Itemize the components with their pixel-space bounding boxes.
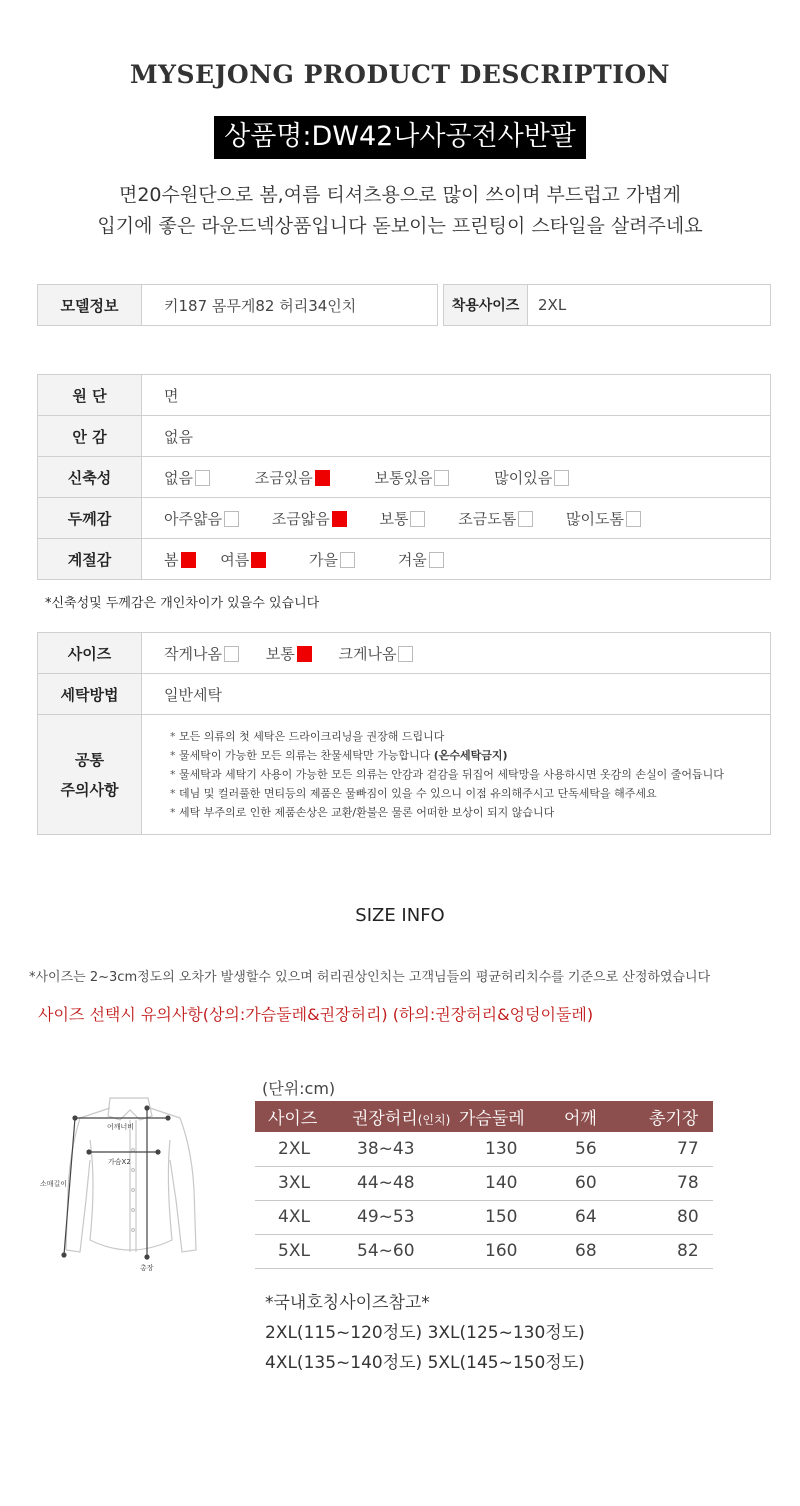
checkbox-checked-icon <box>251 552 266 568</box>
model-info-table <box>37 284 771 326</box>
checkbox-icon <box>518 511 533 527</box>
size-fit-label: 사이즈 <box>38 633 142 674</box>
option-label: 겨울 <box>397 550 427 569</box>
cell-waist: 54~60 <box>339 1234 457 1268</box>
stretch-options <box>142 457 771 498</box>
option-label: 조금있음 <box>254 468 313 487</box>
diagram-length-label: 총장 <box>140 1264 154 1272</box>
checkbox-checked-icon <box>315 470 330 486</box>
intro-line-2: 입기에 좋은 라운드넥상품입니다 돋보이는 프린팅이 스타일을 살려주네요 <box>97 215 703 237</box>
diagram-shoulder-label: 어깨너비 <box>107 1123 135 1131</box>
checkbox-icon <box>410 511 425 527</box>
thickness-options <box>142 498 771 539</box>
domestic-line-2: 4XL(135~140정도) 5XL(145~150정도) <box>265 1353 585 1373</box>
table-header-row <box>255 1101 713 1132</box>
diagram-sleeve-label: 소매길이 <box>40 1180 68 1188</box>
size-caution: 사이즈 선택시 유의사항(상의:가슴둘레&권장허리) (하의:권장허리&엉덩이둘레) <box>38 1005 594 1024</box>
checkbox-icon <box>224 646 239 662</box>
option-label: 봄 <box>164 550 179 569</box>
thickness-label: 두께감 <box>38 498 142 539</box>
option-label: 작게나옴 <box>164 644 222 663</box>
row-fabric <box>38 375 771 416</box>
care-label-line-2: 주의사항 <box>60 780 119 799</box>
col-size: 사이즈 <box>255 1101 339 1132</box>
season-label: 계절감 <box>38 539 142 580</box>
option-label: 많이도톰 <box>566 509 624 528</box>
table-row <box>255 1132 713 1166</box>
row-wash <box>38 674 771 715</box>
fit-care-table <box>37 632 771 835</box>
cell-shoulder: 68 <box>551 1234 631 1268</box>
option-label: 보통있음 <box>374 468 433 487</box>
care-item: * 데님 및 컬러풀한 면티등의 제품은 물빠짐이 있을 수 있으니 이점 유의해주시고 단독세탁을 해주세요 <box>170 784 770 803</box>
cell-size: 3XL <box>255 1166 339 1200</box>
care-item: * 세탁 부주의로 인한 제품손상은 교환/환불은 물론 어떠한 보상이 되지 않습니다 <box>170 803 770 822</box>
checkbox-icon <box>195 470 210 486</box>
product-intro <box>0 180 800 242</box>
care-label <box>38 715 142 835</box>
size-measurement-table <box>255 1101 713 1269</box>
stretch-label: 신축성 <box>38 457 142 498</box>
cell-length: 82 <box>631 1234 713 1268</box>
shirt-measurement-diagram-icon <box>40 1090 240 1275</box>
page-title: MYSEJONG PRODUCT DESCRIPTION <box>129 60 671 89</box>
season-options <box>142 539 771 580</box>
col-chest: 가슴둘레 <box>457 1101 551 1132</box>
wash-value: 일반세탁 <box>142 674 771 715</box>
cell-waist: 49~53 <box>339 1200 457 1234</box>
size-fit-options <box>142 633 771 674</box>
cell-waist: 44~48 <box>339 1166 457 1200</box>
checkbox-icon <box>429 552 444 568</box>
domestic-title: *국내호칭사이즈참고* <box>265 1293 430 1313</box>
cell-chest: 150 <box>457 1200 551 1234</box>
cell-waist: 38~43 <box>339 1132 457 1166</box>
checkbox-icon <box>224 511 239 527</box>
checkbox-icon <box>398 646 413 662</box>
cell-size: 2XL <box>255 1132 339 1166</box>
cell-length: 77 <box>631 1132 713 1166</box>
option-label: 보통 <box>379 509 409 528</box>
size-info-title: SIZE INFO <box>355 905 445 926</box>
cell-chest: 130 <box>457 1132 551 1166</box>
model-info-label: 모델정보 <box>38 285 142 326</box>
checkbox-icon <box>554 470 569 486</box>
row-stretch <box>38 457 771 498</box>
attribute-note: *신축성및 두께감은 개인차이가 있을수 있습니다 <box>45 596 320 611</box>
checkbox-checked-icon <box>297 646 312 662</box>
option-label: 가을 <box>309 550 339 569</box>
lining-value: 없음 <box>142 416 771 457</box>
cell-chest: 140 <box>457 1166 551 1200</box>
option-label: 많이있음 <box>494 468 553 487</box>
cell-length: 80 <box>631 1200 713 1234</box>
fabric-attributes-table <box>37 374 771 580</box>
row-thickness <box>38 498 771 539</box>
care-instructions-list <box>142 717 770 832</box>
care-item: * 모든 의류의 첫 세탁은 드라이크리닝을 권장해 드립니다 <box>170 727 770 746</box>
lining-label: 안 감 <box>38 416 142 457</box>
checkbox-checked-icon <box>181 552 196 568</box>
product-name-banner: 상품명:DW42나사공전사반팔 <box>214 116 586 159</box>
col-length: 총기장 <box>631 1101 713 1132</box>
table-row <box>255 1166 713 1200</box>
care-item: * 물세탁과 세탁기 사용이 가능한 모든 의류는 안감과 겉감을 뒤집어 세탁망을 사용하시면 옷감의 손실이 줄어듭니다 <box>170 765 770 784</box>
cell-shoulder: 60 <box>551 1166 631 1200</box>
option-label: 조금도톰 <box>458 509 517 528</box>
model-info-value: 키187 몸무게82 허리34인치 <box>142 285 438 326</box>
size-info-note: *사이즈는 2~3cm정도의 오차가 발생할수 있으며 허리권상인치는 고객님들의 평균허리치수를 기준으로 산정하였습니다 <box>29 970 711 985</box>
col-waist: 권장허리(인치) <box>339 1101 457 1132</box>
wash-label: 세탁방법 <box>38 674 142 715</box>
col-shoulder: 어깨 <box>551 1101 631 1132</box>
checkbox-icon <box>626 511 641 527</box>
cell-shoulder: 64 <box>551 1200 631 1234</box>
cell-shoulder: 56 <box>551 1132 631 1166</box>
cell-size: 4XL <box>255 1200 339 1234</box>
table-row <box>255 1200 713 1234</box>
fabric-label: 원 단 <box>38 375 142 416</box>
care-item-emphasis: (온수세탁금지) <box>433 749 508 762</box>
row-season <box>38 539 771 580</box>
intro-line-1: 면20수원단으로 봄,여름 티셔츠용으로 많이 쓰이며 부드럽고 가볍게 <box>118 184 681 206</box>
fabric-value: 면 <box>142 375 771 416</box>
option-label: 여름 <box>220 550 250 569</box>
option-label: 조금얇음 <box>271 509 330 528</box>
care-content <box>142 715 771 835</box>
cell-chest: 160 <box>457 1234 551 1268</box>
checkbox-icon <box>434 470 449 486</box>
checkbox-checked-icon <box>332 511 347 527</box>
care-item: * 물세탁이 가능한 모든 의류는 찬물세탁만 가능합니다 (온수세탁금지) <box>170 746 770 765</box>
table-row <box>255 1234 713 1268</box>
option-label: 아주얇음 <box>164 509 222 528</box>
domestic-size-reference <box>265 1288 585 1378</box>
option-label: 없음 <box>164 468 193 487</box>
domestic-line-1: 2XL(115~120정도) 3XL(125~130정도) <box>265 1323 585 1343</box>
worn-size-label: 착용사이즈 <box>444 285 528 326</box>
option-label: 보통 <box>265 644 295 663</box>
row-size-fit <box>38 633 771 674</box>
cell-length: 78 <box>631 1166 713 1200</box>
row-care <box>38 715 771 835</box>
care-label-line-1: 공통 <box>75 750 104 769</box>
worn-size-value: 2XL <box>528 285 771 326</box>
row-lining <box>38 416 771 457</box>
checkbox-icon <box>340 552 355 568</box>
option-label: 크게나옴 <box>338 644 397 663</box>
diagram-chest-label: 가슴X2 <box>108 1158 131 1166</box>
cell-size: 5XL <box>255 1234 339 1268</box>
unit-label: (단위:cm) <box>262 1079 336 1098</box>
